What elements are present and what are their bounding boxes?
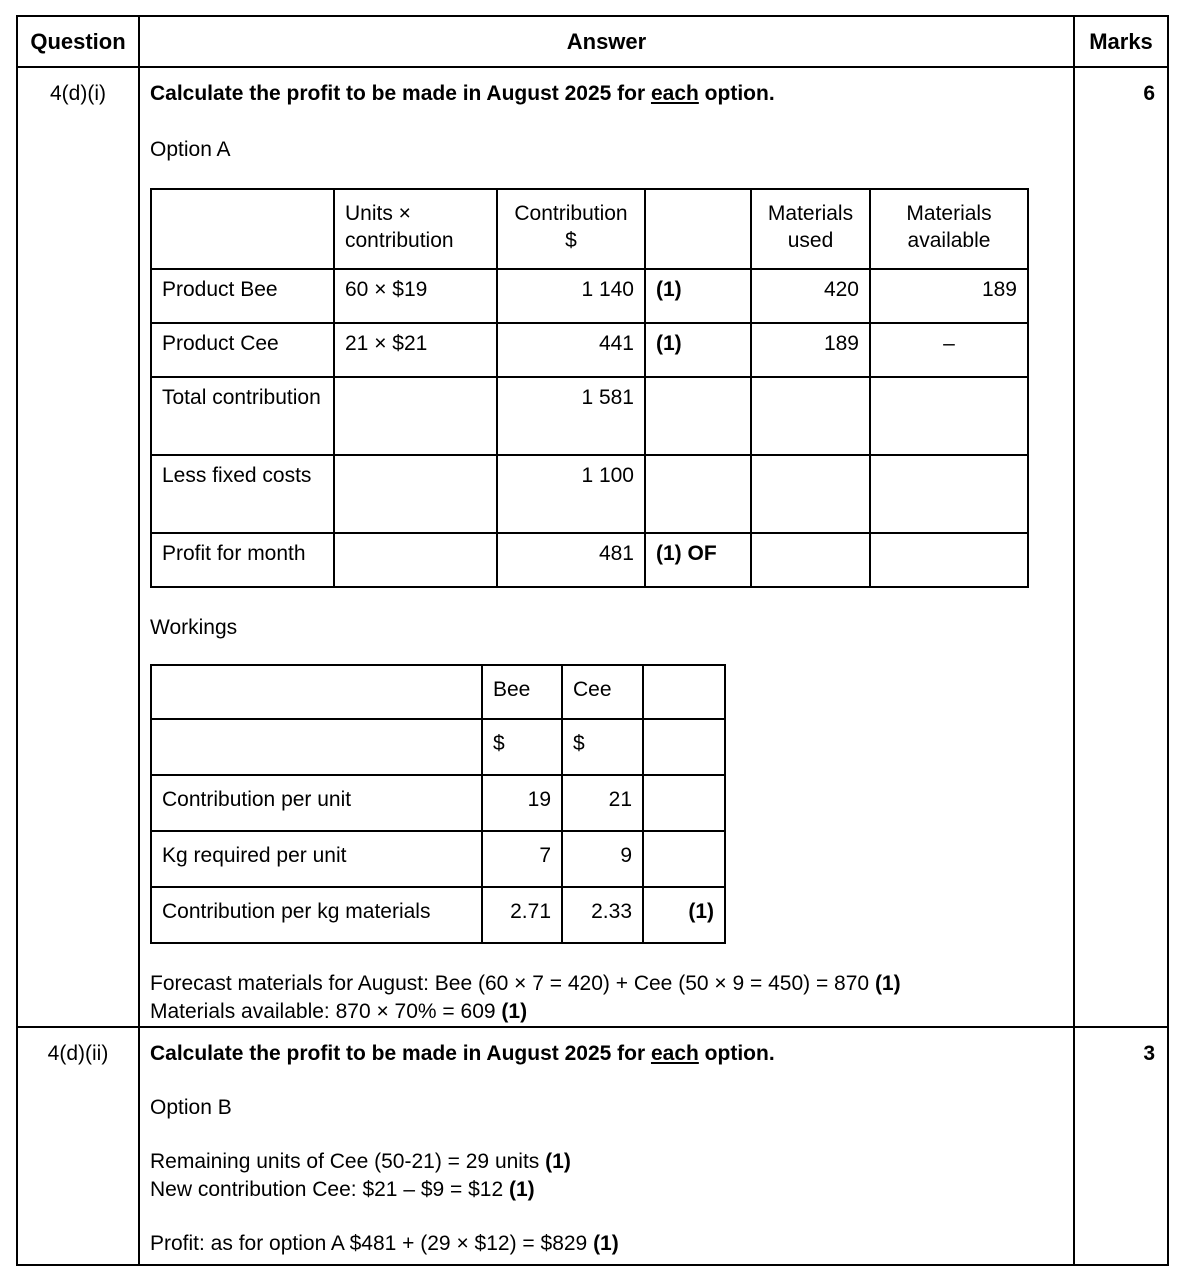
col-cee: Cee bbox=[562, 665, 643, 719]
row-mark: (1) OF bbox=[645, 533, 751, 587]
question-heading: Calculate the profit to be made in August 2025 for each option. bbox=[150, 82, 775, 105]
row-mark: (1) bbox=[645, 323, 751, 377]
row-materials-available bbox=[870, 533, 1028, 587]
table-row bbox=[151, 455, 1028, 533]
header-row bbox=[17, 16, 1168, 67]
row-mark bbox=[643, 775, 725, 831]
row-label: Total contribution bbox=[151, 377, 334, 455]
table-header-row bbox=[151, 665, 725, 719]
row-label: Product Cee bbox=[151, 323, 334, 377]
marks-value: 3 bbox=[1074, 1027, 1168, 1265]
question-heading: Calculate the profit to be made in August 2025 for each option. bbox=[150, 1042, 775, 1065]
table-row bbox=[151, 269, 1028, 323]
marks-value: 6 bbox=[1074, 67, 1168, 1027]
table-header-row bbox=[151, 189, 1028, 269]
row-mark bbox=[645, 377, 751, 455]
row-label: Contribution per unit bbox=[151, 775, 482, 831]
table-row bbox=[151, 887, 725, 943]
row-materials-used: 189 bbox=[751, 323, 870, 377]
header-answer: Answer bbox=[139, 16, 1074, 67]
row-calc bbox=[334, 377, 497, 455]
table-header-cell: Materials available bbox=[870, 189, 1028, 269]
workings-label: Workings bbox=[150, 616, 238, 639]
new-contribution-line: New contribution Cee: $21 – $9 = $12 (1) bbox=[150, 1178, 535, 1201]
header-marks: Marks bbox=[1074, 16, 1168, 67]
table-header-cell: Contribution $ bbox=[497, 189, 645, 269]
row-materials-used: 420 bbox=[751, 269, 870, 323]
table-row bbox=[151, 775, 725, 831]
row-contribution: 481 bbox=[497, 533, 645, 587]
row-cee: 21 bbox=[562, 775, 643, 831]
row-contribution: 1 140 bbox=[497, 269, 645, 323]
header-question: Question bbox=[17, 16, 139, 67]
question-number: 4(d)(ii) bbox=[17, 1027, 139, 1265]
table-header-cell bbox=[151, 665, 482, 719]
forecast-line: Forecast materials for August: Bee (60 × 7 = 420) + Cee (50 × 9 = 450) = 870 (1) bbox=[150, 972, 901, 995]
row-bee: 19 bbox=[482, 775, 562, 831]
row-materials-available bbox=[870, 377, 1028, 455]
row-materials-available: – bbox=[870, 323, 1028, 377]
workings-table bbox=[150, 664, 726, 944]
row-cee: 2.33 bbox=[562, 887, 643, 943]
available-line: Materials available: 870 × 70% = 609 (1) bbox=[150, 1000, 528, 1023]
table-header-cell bbox=[151, 189, 334, 269]
row-bee: 7 bbox=[482, 831, 562, 887]
row-label: Profit for month bbox=[151, 533, 334, 587]
option-a-table bbox=[150, 188, 1029, 588]
option-label: Option B bbox=[150, 1096, 232, 1119]
row-contribution: 1 100 bbox=[497, 455, 645, 533]
remaining-units-line: Remaining units of Cee (50-21) = 29 units (1) bbox=[150, 1150, 571, 1173]
row-calc: 60 × $19 bbox=[334, 269, 497, 323]
table-row bbox=[151, 831, 725, 887]
row-label: Contribution per kg materials bbox=[151, 887, 482, 943]
table-unit-row bbox=[151, 719, 725, 775]
row-contribution: 441 bbox=[497, 323, 645, 377]
row-calc bbox=[334, 533, 497, 587]
table-header-cell bbox=[643, 665, 725, 719]
row-materials-used bbox=[751, 455, 870, 533]
row-mark: (1) bbox=[645, 269, 751, 323]
answer-cell bbox=[139, 67, 1074, 1027]
mark-scheme-table bbox=[16, 15, 1169, 1266]
row-materials-available: 189 bbox=[870, 269, 1028, 323]
unit-bee: $ bbox=[482, 719, 562, 775]
row-materials-used bbox=[751, 377, 870, 455]
table-cell bbox=[151, 719, 482, 775]
col-bee: Bee bbox=[482, 665, 562, 719]
row-label: Kg required per unit bbox=[151, 831, 482, 887]
table-header-cell bbox=[645, 189, 751, 269]
question-row-4di bbox=[17, 67, 1168, 1027]
answer-cell bbox=[139, 1027, 1074, 1265]
row-mark bbox=[645, 455, 751, 533]
question-number: 4(d)(i) bbox=[17, 67, 139, 1027]
row-materials-available bbox=[870, 455, 1028, 533]
row-materials-used bbox=[751, 533, 870, 587]
table-row bbox=[151, 533, 1028, 587]
profit-line: Profit: as for option A $481 + (29 × $12) = $829 (1) bbox=[150, 1232, 619, 1255]
table-header-cell: Units × contribution bbox=[334, 189, 497, 269]
row-mark: (1) bbox=[643, 887, 725, 943]
row-contribution: 1 581 bbox=[497, 377, 645, 455]
table-row bbox=[151, 377, 1028, 455]
table-cell bbox=[643, 719, 725, 775]
question-row-4dii bbox=[17, 1027, 1168, 1265]
row-mark bbox=[643, 831, 725, 887]
row-calc bbox=[334, 455, 497, 533]
unit-cee: $ bbox=[562, 719, 643, 775]
table-row bbox=[151, 323, 1028, 377]
option-label: Option A bbox=[150, 138, 231, 161]
row-cee: 9 bbox=[562, 831, 643, 887]
row-calc: 21 × $21 bbox=[334, 323, 497, 377]
row-bee: 2.71 bbox=[482, 887, 562, 943]
table-header-cell: Materials used bbox=[751, 189, 870, 269]
row-label: Less fixed costs bbox=[151, 455, 334, 533]
row-label: Product Bee bbox=[151, 269, 334, 323]
